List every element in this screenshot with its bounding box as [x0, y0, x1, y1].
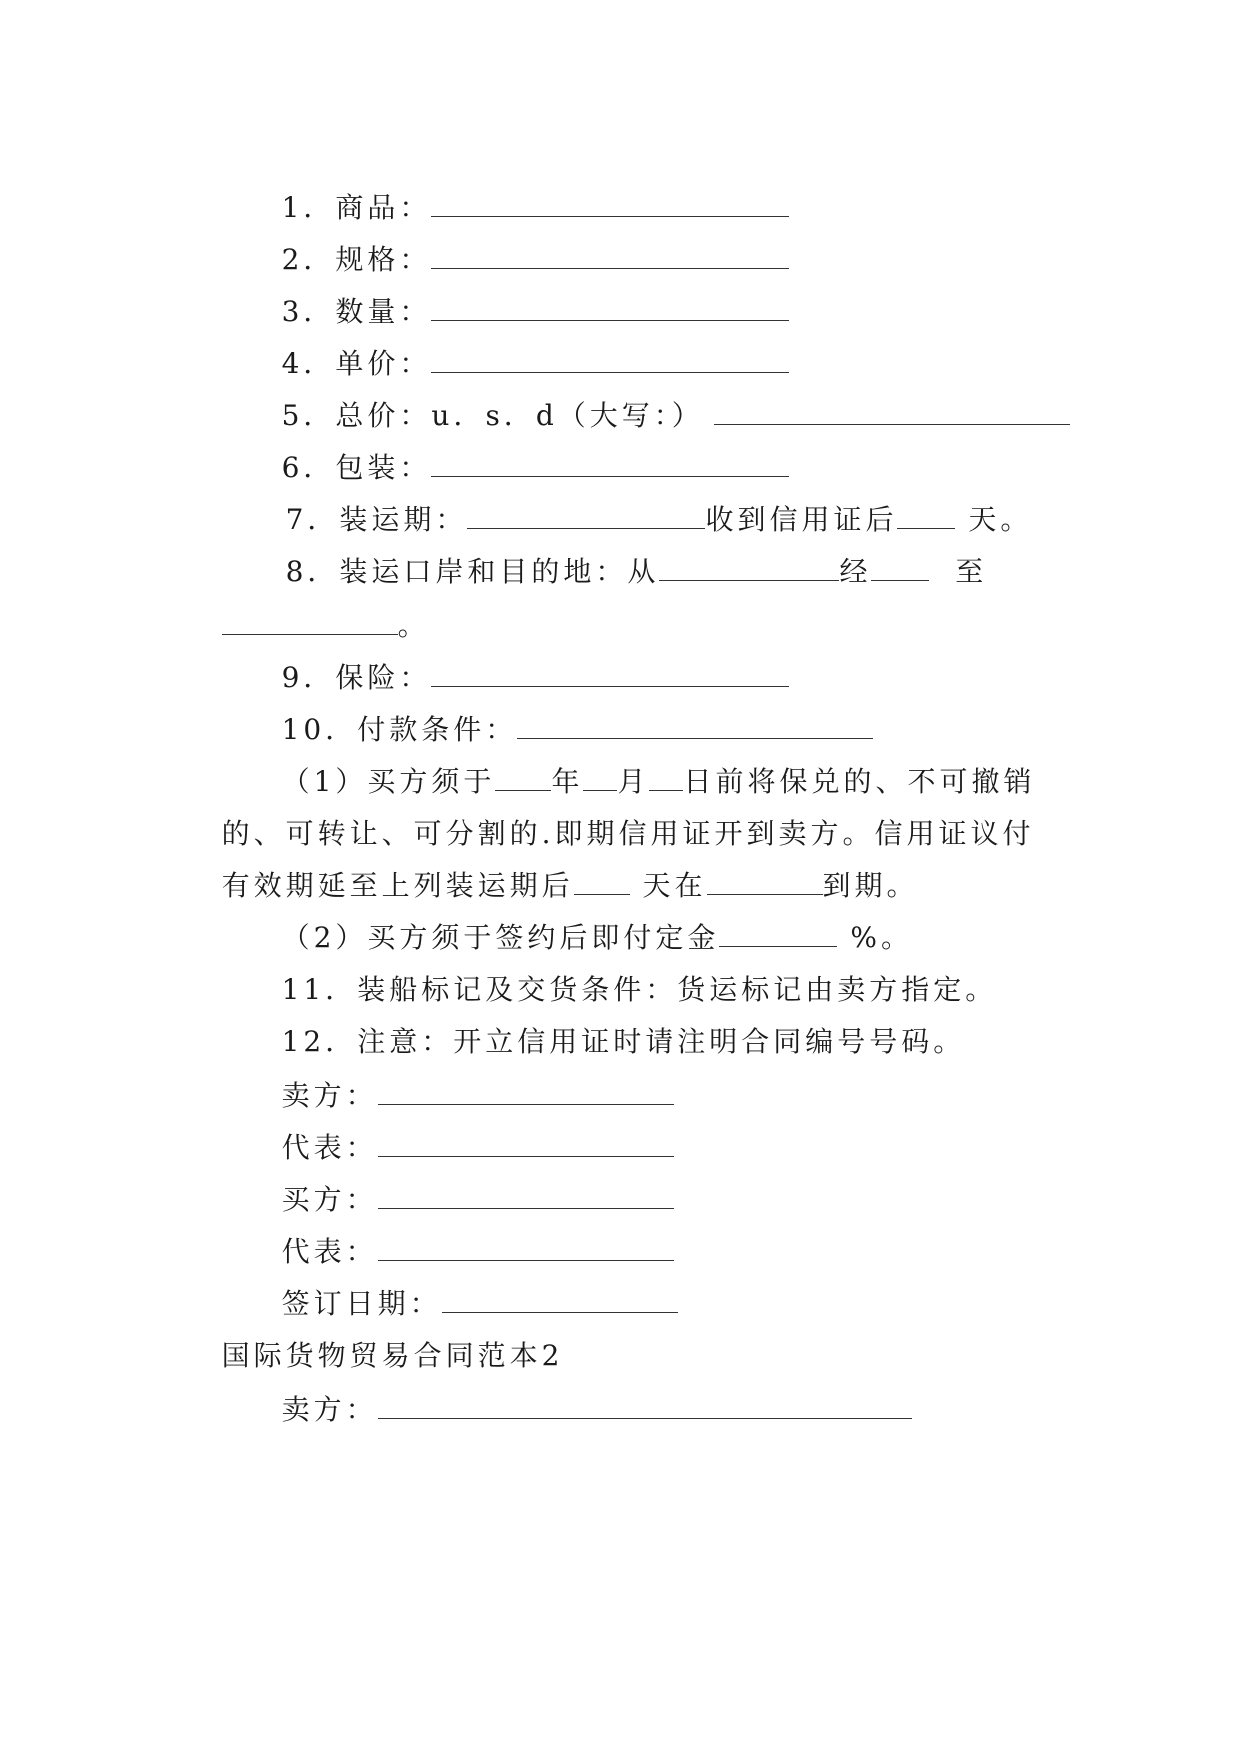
- section-2-seller: 卖方：: [230, 1350, 912, 1470]
- item-total-price: 5．总价：u．s．d（大写：）: [230, 356, 1070, 476]
- payment-clause-1-line2: 的、可转让、可分割的.即期信用证开到卖方。信用证议付: [221, 817, 1035, 850]
- payment-clause-1-line3: 有效期延至上列装运期后 天在 到期。: [221, 869, 919, 902]
- section-2-seller-blank[interactable]: [378, 1392, 912, 1419]
- item-port: 8．装运口岸和目的地：从 经 至: [285, 555, 988, 588]
- item-packing: 6．包装：: [230, 408, 789, 528]
- item-unit-price: 4．单价：: [230, 304, 789, 424]
- port-from-blank[interactable]: [659, 554, 839, 581]
- sig-representative-1: 代表：: [230, 1088, 674, 1208]
- item-shipment: 7．装运期： 收到信用证后 天。: [285, 503, 1033, 536]
- sig-date: 签订日期：: [230, 1244, 678, 1364]
- port-via-blank[interactable]: [871, 554, 929, 581]
- item-specification: 2．规格：: [230, 200, 789, 320]
- item-quantity: 3．数量：: [230, 252, 789, 372]
- item-port-cont: 。: [170, 566, 430, 686]
- section-2-title: 国际货物贸易合同范本2: [221, 1339, 564, 1372]
- clause-note: 12．注意：开立信用证时请注明合同编号号码。: [281, 1025, 966, 1058]
- payment-clause-1: （1）买方须于 年 月 日前将保兑的、不可撤销: [281, 765, 1036, 798]
- item-payment: 10．付款条件：: [230, 670, 873, 790]
- clause-shipping-marks: 11．装船标记及交货条件：货运标记由卖方指定。: [281, 973, 998, 1006]
- sig-seller: 卖方：: [230, 1036, 674, 1156]
- payment-clause-2: （2）买方须于签约后即付定金 %。: [281, 921, 913, 954]
- sig-representative-2: 代表：: [230, 1192, 674, 1312]
- sig-buyer: 买方：: [230, 1140, 674, 1260]
- item-commodity: 1．商品：: [230, 148, 789, 268]
- item-insurance: 9．保险：: [230, 618, 789, 738]
